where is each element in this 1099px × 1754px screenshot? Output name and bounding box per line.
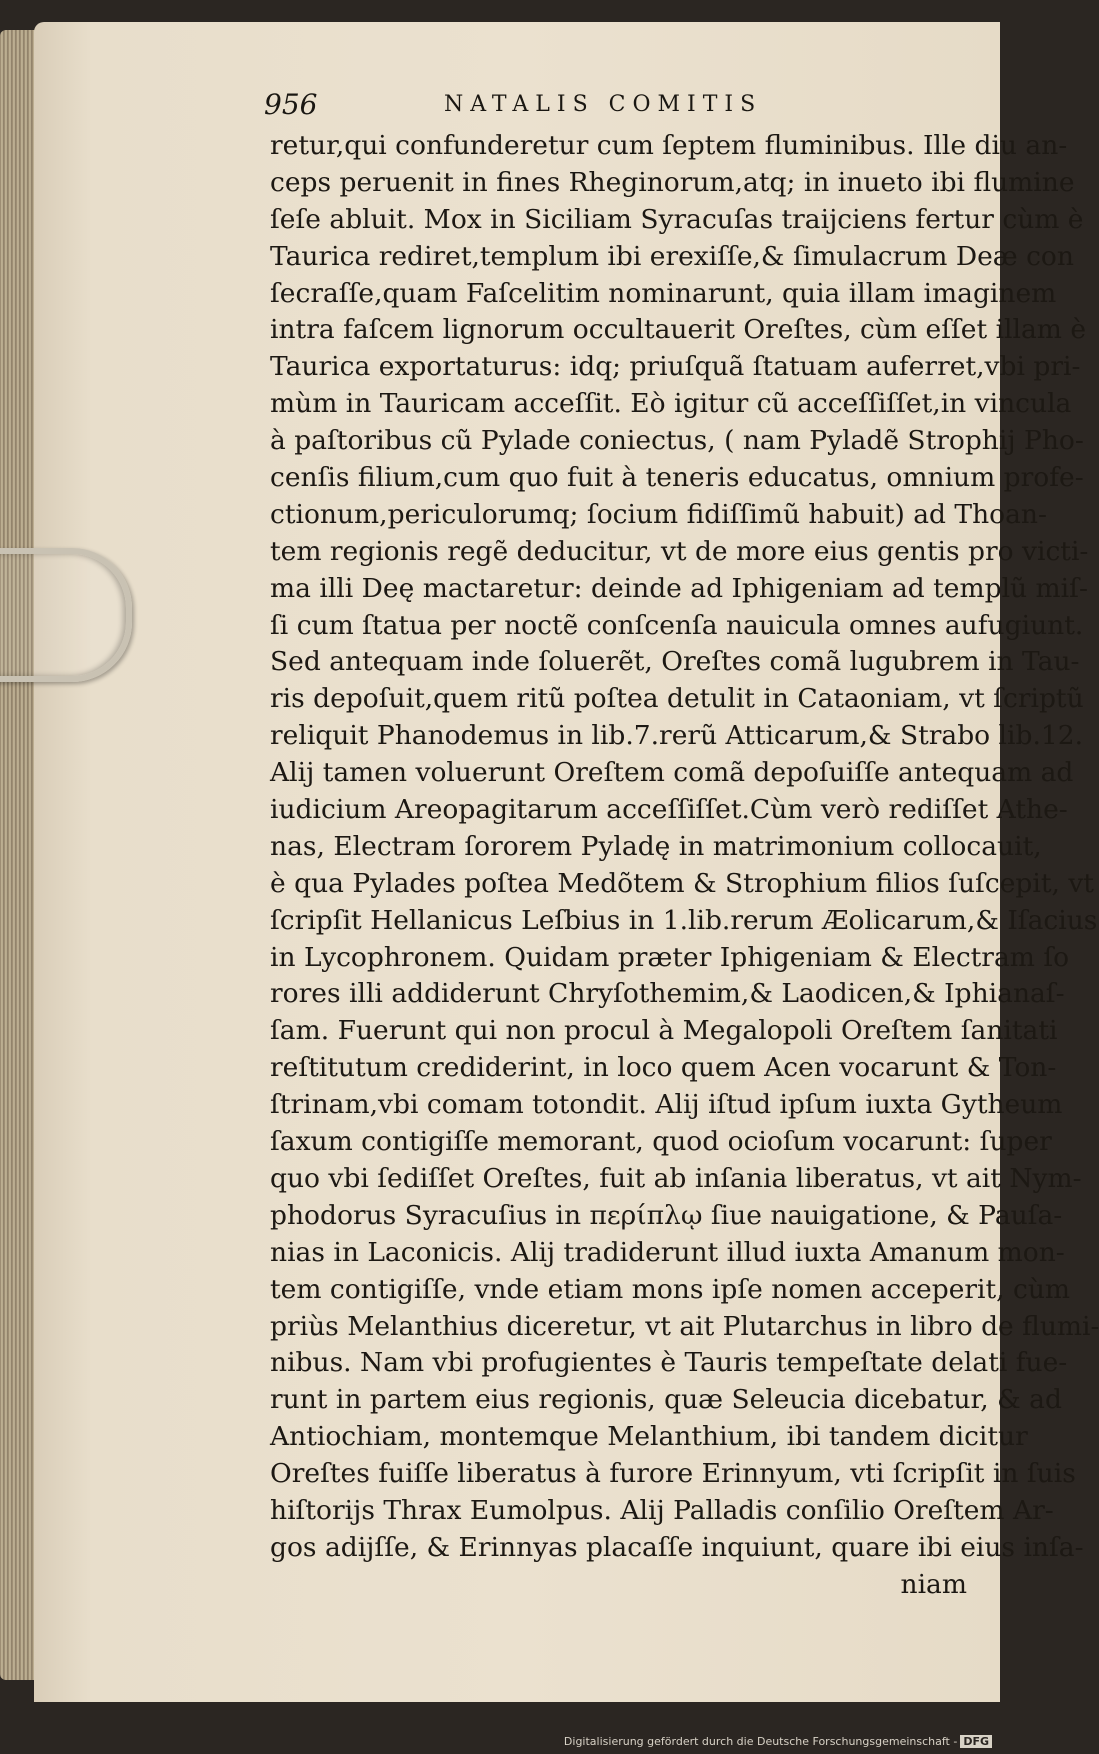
running-head: NATALIS COMITIS [444, 92, 763, 117]
text-line: in Lycophronem. Quidam præter Iphigeniam & Electram ſo [270, 941, 1070, 973]
text-line: nas, Electram ſororem Pyladę in matrimonium collocauit, [270, 830, 1042, 862]
credit-text: Digitalisierung gefördert durch die Deutsche Forschungsgemeinschaft - [563, 1735, 958, 1748]
text-line: Antiochiam, montemque Melanthium, ibi tandem dicitur [270, 1421, 1028, 1453]
body-text [270, 128, 1099, 1604]
text-line: ſeſe abluit. Mox in Siciliam Syracuſas traijciens fertur cùm è [270, 203, 1084, 235]
page-header [264, 88, 964, 124]
text-line: rores illi addiderunt Chryſothemim,& Laodicen,& Iphianaſ- [270, 978, 1065, 1010]
text-line: Taurica rediret,templum ibi erexiſſe,& ſimulacrum Deæ con [270, 240, 1074, 272]
text-line: tem regionis regẽ deducitur, vt de more eius gentis pro victi- [270, 535, 1089, 567]
text-line: reliquit Phanodemus in lib.7.rerũ Atticarum,& Strabo lib.12. [270, 720, 1084, 752]
text-line: intra faſcem lignorum occultauerit Oreſtes, cùm eſſet illam è [270, 314, 1087, 346]
text-line: tem contigiſſe, vnde etiam mons ipſe nomen acceperit, cùm [270, 1273, 1071, 1305]
text-line: ctionum,periculorumq; ſocium fidiſſimũ habuit) ad Thoan- [270, 498, 1047, 530]
text-line: ſaxum contigiſſe memorant, quod ocioſum vocarunt: ſuper [270, 1126, 1052, 1158]
text-line: Taurica exportaturus: idq; priuſquã ſtatuam auferret,vbi pri- [270, 351, 1081, 383]
text-line: cenſis filium,cum quo fuit à teneris educatus, omnium profe- [270, 462, 1084, 494]
text-line: Sed antequam inde ſoluerẽt, Oreſtes comã lugubrem in Tau- [270, 646, 1080, 678]
text-line: ſtrinam,vbi comam totondit. Alij iſtud ipſum iuxta Gytheum [270, 1089, 1063, 1121]
text-line: à paſtoribus cũ Pylade coniectus, ( nam Pyladẽ Strophij Pho- [270, 425, 1084, 457]
text-line: retur,qui confunderetur cum ſeptem fluminibus. Ille diu an- [270, 130, 1068, 161]
text-line: runt in partem eius regionis, quæ Seleucia dicebatur, & ad [270, 1384, 1062, 1416]
text-line: reſtitutum crediderint, in loco quem Acen vocarunt & Ton- [270, 1052, 1057, 1084]
text-line: Oreſtes fuiſſe liberatus à furore Erinnyum, vti ſcripſit in ſuis [270, 1458, 1076, 1490]
text-line: ſam. Fuerunt qui non procul à Megalopoli Oreſtem ſanitati [270, 1015, 1058, 1047]
text-line: niam [900, 1568, 967, 1600]
text-line: Alij tamen voluerunt Oreſtem comã depoſuiſſe antequam ad [270, 757, 1074, 789]
digitization-credit [564, 1735, 992, 1748]
text-line: ſcripſit Hellanicus Leſbius in 1.lib.rerum Æolicarum,& Iſacius [270, 904, 1098, 936]
text-line: ſi cum ſtatua per noctẽ conſcenſa nauicula omnes aufugiunt. [270, 609, 1084, 641]
text-line: è qua Pylades poſtea Medõtem & Strophium filios ſuſcepit, vt [270, 867, 1094, 899]
text-line: ma illi Deę mactaretur: deinde ad Iphigeniam ad templũ miſ- [270, 572, 1088, 604]
text-line: gos adijſſe, & Erinnyas placaſſe inquiunt, quare ibi eius inſa- [270, 1531, 1084, 1563]
text-line: quo vbi ſediſſet Oreſtes, fuit ab inſania liberatus, vt ait Nym- [270, 1162, 1082, 1194]
text-line: hiſtorijs Thrax Eumolpus. Alij Palladis conſilio Oreſtem Ar- [270, 1494, 1054, 1526]
text-line: ſecraſſe,quam Faſcelitim nominarunt, quia illam imaginem [270, 277, 1057, 309]
text-line: iudicium Areopagitarum acceſſiſſet.Cùm verò rediſſet Athe- [270, 794, 1068, 826]
text-line: nibus. Nam vbi profugientes è Tauris tempeſtate delati fue- [270, 1347, 1068, 1379]
text-line: phodorus Syracuſius in περίπλῳ ſiue nauigatione, & Pauſa- [270, 1199, 1063, 1231]
text-line: ceps peruenit in fines Rheginorum,atq; in inueto ibi flumine [270, 166, 1075, 198]
text-line: ris depoſuit,quem ritũ poſtea detulit in Cataoniam, vt ſcriptũ [270, 683, 1084, 715]
page-clip [0, 548, 132, 682]
dfg-logo: DFG [960, 1735, 992, 1748]
text-line: mùm in Tauricam acceſſit. Eò igitur cũ acceſſiſſet,in vincula [270, 388, 1072, 420]
page-number: 956 [264, 88, 318, 121]
text-line: nias in Laconicis. Alij tradiderunt illud iuxta Amanum mon- [270, 1236, 1065, 1268]
text-line: priùs Melanthius diceretur, vt ait Plutarchus in libro de flumi- [270, 1310, 1099, 1342]
